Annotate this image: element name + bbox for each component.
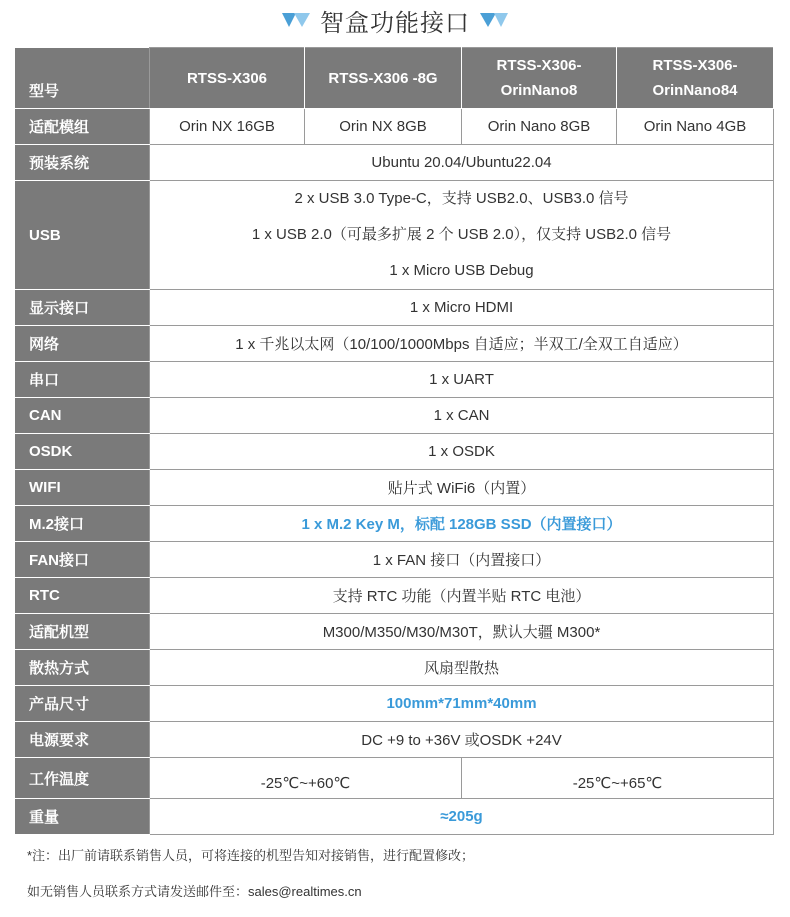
row-value: 1 x CAN — [150, 398, 774, 434]
footnotes — [27, 845, 474, 917]
model-header: RTSS-X306 -8G — [305, 48, 462, 109]
table-row — [16, 181, 774, 290]
row-value: 1 x OSDK — [150, 434, 774, 470]
usb-line: 1 x USB 2.0（可最多扩展 2 个 USB 2.0），仅支持 USB2.0 信号 — [251, 226, 672, 243]
row-value-highlight: ≈205g — [150, 799, 774, 835]
table-row — [16, 686, 774, 722]
table-row — [16, 326, 774, 362]
usb-line: 1 x Micro USB Debug — [389, 262, 534, 279]
row-label: 预装系统 — [16, 145, 150, 181]
temp-value: -25℃~+60℃ — [150, 758, 462, 799]
row-label: 产品尺寸 — [16, 686, 150, 722]
row-value: 支持 RTC 功能（内置半贴 RTC 电池） — [150, 578, 774, 614]
row-label: 串口 — [16, 362, 150, 398]
row-value: 风扇型散热 — [150, 650, 774, 686]
spec-table — [15, 47, 774, 835]
row-label: WIFI — [16, 470, 150, 506]
row-label: OSDK — [16, 434, 150, 470]
row-label: 工作温度 — [16, 758, 150, 799]
model-header: RTSS-X306-OrinNano8 — [462, 48, 617, 109]
row-label: FAN接口 — [16, 542, 150, 578]
row-value: Ubuntu 20.04/Ubuntu22.04 — [150, 145, 774, 181]
row-label: 适配模组 — [16, 109, 150, 145]
row-label: 适配机型 — [16, 614, 150, 650]
row-label: 显示接口 — [16, 290, 150, 326]
module-cell: Orin Nano 8GB — [462, 109, 617, 145]
row-label: 电源要求 — [16, 722, 150, 758]
module-cell: Orin NX 16GB — [150, 109, 305, 145]
row-value: 1 x UART — [150, 362, 774, 398]
table-row — [16, 434, 774, 470]
triangle-right-icon — [478, 12, 508, 28]
table-row — [16, 470, 774, 506]
row-value: M300/M350/M30/M30T，默认大疆 M300* — [150, 614, 774, 650]
table-row — [16, 398, 774, 434]
table-row — [16, 578, 774, 614]
row-label: USB — [16, 181, 150, 290]
table-row — [16, 290, 774, 326]
table-row — [16, 542, 774, 578]
row-value-highlight: 1 x M.2 Key M，标配 128GB SSD（内置接口） — [150, 506, 774, 542]
footnote-line: 如无销售人员联系方式请发送邮件至：sales@realtimes.cn — [27, 884, 362, 899]
row-label: 网络 — [16, 326, 150, 362]
row-label: M.2接口 — [16, 506, 150, 542]
row-label: 散热方式 — [16, 650, 150, 686]
row-label: RTC — [16, 578, 150, 614]
table-row — [16, 650, 774, 686]
table-row — [16, 799, 774, 835]
model-header: RTSS-X306-OrinNano84 — [617, 48, 774, 109]
temp-value: -25℃~+65℃ — [462, 758, 774, 799]
model-header: RTSS-X306 — [150, 48, 305, 109]
table-row — [16, 145, 774, 181]
triangle-left-icon — [282, 12, 312, 28]
table-row — [16, 362, 774, 398]
footnote-line: *注：出厂前请联系销售人员，可将连接的机型告知对接销售，进行配置修改； — [27, 848, 475, 863]
usb-line: 2 x USB 3.0 Type-C，支持 USB2.0、USB3.0 信号 — [294, 190, 629, 207]
row-value: 贴片式 WiFi6（内置） — [150, 470, 774, 506]
usb-value — [150, 181, 774, 290]
row-label: CAN — [16, 398, 150, 434]
model-label: 型号 — [16, 48, 150, 109]
table-row — [16, 722, 774, 758]
table-row — [16, 109, 774, 145]
row-value: 1 x Micro HDMI — [150, 290, 774, 326]
row-value: DC +9 to +36V 或OSDK +24V — [150, 722, 774, 758]
page-header — [0, 0, 790, 40]
module-cell: Orin NX 8GB — [305, 109, 462, 145]
row-label: 重量 — [16, 799, 150, 835]
page-title: 智盒功能接口 — [320, 9, 470, 37]
row-value: 1 x FAN 接口（内置接口） — [150, 542, 774, 578]
module-cell: Orin Nano 4GB — [617, 109, 774, 145]
table-row — [16, 48, 774, 109]
row-value-highlight: 100mm*71mm*40mm — [150, 686, 774, 722]
row-value: 1 x 千兆以太网（10/100/1000Mbps 自适应；半双工/全双工自适应） — [150, 326, 774, 362]
table-row — [16, 614, 774, 650]
table-row — [16, 758, 774, 799]
table-row — [16, 506, 774, 542]
